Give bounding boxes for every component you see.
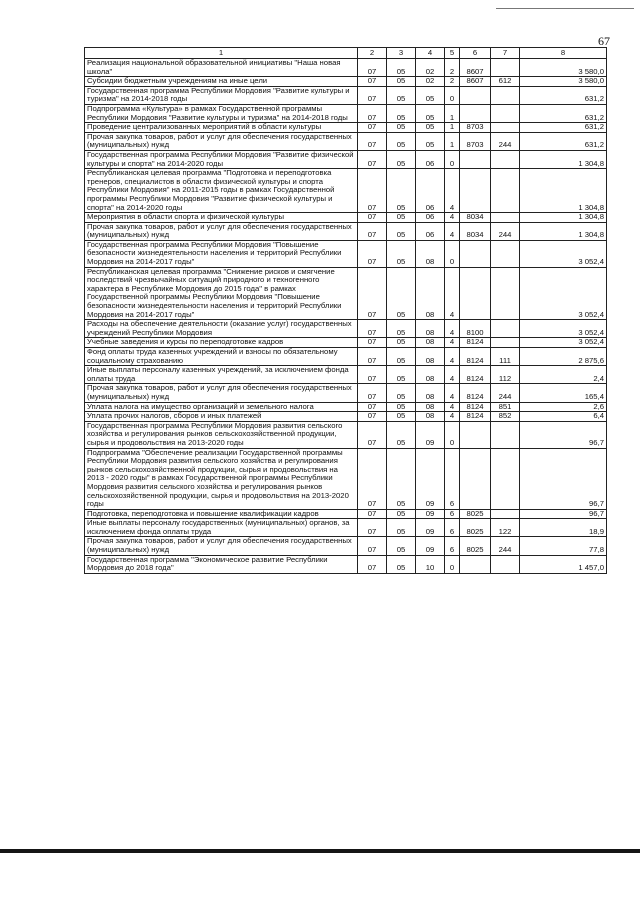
code-c3: 05 [387,240,416,267]
code-c2: 07 [358,150,387,168]
row-name: Государственная программа Республики Мордовия развития сельского хозяйства и регулирования рынков сельскохозяйственной продукции, сырья и продовольствия на 2013-2020 годы [85,421,358,448]
code-c3: 05 [387,519,416,537]
table-row [85,267,607,320]
row-name: Республиканская целевая программа "Снижение рисков и смягчение последствий чрезвычайных ситуаций природного и техногенного характера в Республике Мордовия до 2015 года" в рамках Государственной программы Республики Мордовия "Повышение безопасности жизнедеятельности населения и территорий Республики Мордовия на 2014-2017 годы" [85,267,358,320]
header-cell: 6 [460,48,491,59]
code-c5: 4 [445,169,460,213]
code-c5: 6 [445,537,460,555]
row-amount: 18,9 [520,519,607,537]
row-name: Расходы на обеспечение деятельности (оказание услуг) государственных учреждений Республики Мордовия [85,320,358,338]
row-name: Республиканская целевая программа "Подготовка и переподготовка тренеров, специалистов в области физической культуры и спорта Республики Мордовия" на 2011-2015 годы в рамках Государственной программы Республики Мордовия "Развитие физической культуры и спорта" на 2014-2020 годы [85,169,358,213]
code-c6: 8124 [460,348,491,366]
code-c4: 08 [416,402,445,412]
table-body [85,59,607,574]
code-c6 [460,86,491,104]
code-c6: 8703 [460,132,491,150]
code-c4: 06 [416,222,445,240]
code-c3: 05 [387,412,416,422]
row-name: Государственная программа Республики Мордовия "Развитие культуры и туризма" на 2014-2018 годы [85,86,358,104]
code-c2: 07 [358,348,387,366]
row-name: Подпрограмма "Обеспечение реализации Государственной программы Республики Мордовия развития сельского хозяйства и регулирования рынков сельскохозяйственной продукции, сырья и продовольствия на 2013 - 2020 годы" в рамках Государственной программы Республики Мордовия развития сельского хозяйства и регулирования рынков сельскохозяйственной продукции, сырья и продовольствия на 2013-2020 годы [85,448,358,509]
row-name: Фонд оплаты труда казенных учреждений и взносы по обязательному социальному страхованию [85,348,358,366]
code-c7 [491,320,520,338]
row-name: Реализация национальной образовательной инициативы "Наша новая школа" [85,59,358,77]
code-c6: 8124 [460,402,491,412]
code-c4: 08 [416,320,445,338]
code-c5: 0 [445,150,460,168]
row-name: Мероприятия в области спорта и физической культуры [85,213,358,223]
code-c3: 05 [387,366,416,384]
code-c4: 05 [416,104,445,122]
table-row [85,338,607,348]
code-c4: 06 [416,169,445,213]
table-row [85,222,607,240]
code-c7: 111 [491,348,520,366]
code-c6 [460,421,491,448]
code-c5: 4 [445,366,460,384]
code-c2: 07 [358,77,387,87]
code-c7 [491,448,520,509]
code-c2: 07 [358,509,387,519]
code-c6: 8025 [460,537,491,555]
code-c2: 07 [358,86,387,104]
code-c6: 8607 [460,77,491,87]
code-c7: 612 [491,77,520,87]
code-c4: 05 [416,123,445,133]
code-c5: 6 [445,448,460,509]
code-c2: 07 [358,338,387,348]
row-amount: 1 304,8 [520,150,607,168]
table-row [85,448,607,509]
code-c5: 1 [445,132,460,150]
row-name: Прочая закупка товаров, работ и услуг для обеспечения государственных (муниципальных) нужд [85,537,358,555]
code-c4: 08 [416,240,445,267]
code-c4: 09 [416,509,445,519]
code-c6: 8124 [460,338,491,348]
code-c5: 6 [445,519,460,537]
code-c6 [460,104,491,122]
code-c4: 05 [416,132,445,150]
code-c3: 05 [387,59,416,77]
code-c3: 05 [387,267,416,320]
code-c5: 1 [445,123,460,133]
code-c7: 244 [491,132,520,150]
code-c5: 0 [445,86,460,104]
code-c2: 07 [358,267,387,320]
code-c2: 07 [358,537,387,555]
code-c4: 08 [416,348,445,366]
table-row [85,59,607,77]
row-amount: 3 052,4 [520,338,607,348]
code-c3: 05 [387,132,416,150]
code-c7: 244 [491,537,520,555]
row-name: Проведение централизованных мероприятий в области культуры [85,123,358,133]
table-row [85,402,607,412]
table-row [85,150,607,168]
code-c7 [491,59,520,77]
row-name: Государственная программа Республики Мордовия "Развитие физической культуры и спорта" на 2014-2020 годы [85,150,358,168]
code-c6 [460,150,491,168]
row-name: Подготовка, переподготовка и повышение квалификации кадров [85,509,358,519]
table-row [85,412,607,422]
code-c3: 05 [387,213,416,223]
code-c5: 1 [445,104,460,122]
code-c7: 122 [491,519,520,537]
code-c7: 851 [491,402,520,412]
code-c2: 07 [358,555,387,573]
code-c6: 8703 [460,123,491,133]
table-row [85,320,607,338]
header-cell: 7 [491,48,520,59]
code-c6: 8025 [460,519,491,537]
code-c5: 2 [445,59,460,77]
row-name: Уплата прочих налогов, сборов и иных платежей [85,412,358,422]
code-c5: 4 [445,348,460,366]
code-c6: 8124 [460,384,491,402]
code-c4: 06 [416,150,445,168]
code-c2: 07 [358,320,387,338]
row-name: Иные выплаты персоналу государственных (муниципальных) органов, за исключением фонда оплаты труда [85,519,358,537]
row-name: Прочая закупка товаров, работ и услуг для обеспечения государственных (муниципальных) нужд [85,384,358,402]
code-c5: 4 [445,338,460,348]
code-c2: 07 [358,169,387,213]
row-name: Государственная программа "Экономическое развитие Республики Мордовия до 2018 года" [85,555,358,573]
row-amount: 2,4 [520,366,607,384]
table-row [85,240,607,267]
row-name: Учебные заведения и курсы по переподготовке кадров [85,338,358,348]
code-c4: 10 [416,555,445,573]
code-c5: 4 [445,320,460,338]
code-c2: 07 [358,448,387,509]
code-c7 [491,123,520,133]
header-cell: 4 [416,48,445,59]
code-c5: 0 [445,555,460,573]
budget-table [84,47,607,574]
header-row [85,48,607,59]
code-c7 [491,421,520,448]
row-name: Подпрограмма «Культура» в рамках Государственной программы Республики Мордовия "Развитие культуры и туризма" на 2014-2018 годы [85,104,358,122]
code-c6: 8124 [460,412,491,422]
table-row [85,123,607,133]
table-row [85,132,607,150]
row-amount: 77,8 [520,537,607,555]
code-c6 [460,240,491,267]
table-row [85,77,607,87]
code-c7: 852 [491,412,520,422]
row-name: Государственная программа Республики Мордовия "Повышение безопасности жизнедеятельности населения и территорий Республики Мордовия на 2014-2017 годы" [85,240,358,267]
code-c5: 0 [445,421,460,448]
bottom-scan-bar [0,849,640,853]
table-row [85,213,607,223]
code-c4: 09 [416,537,445,555]
code-c4: 08 [416,384,445,402]
header-cell: 5 [445,48,460,59]
code-c3: 05 [387,104,416,122]
code-c6: 8607 [460,59,491,77]
code-c3: 05 [387,123,416,133]
code-c2: 07 [358,132,387,150]
row-amount: 631,2 [520,123,607,133]
row-amount: 2 875,6 [520,348,607,366]
code-c7 [491,338,520,348]
row-name: Уплата налога на имущество организаций и земельного налога [85,402,358,412]
code-c3: 05 [387,320,416,338]
row-name: Прочая закупка товаров, работ и услуг для обеспечения государственных (муниципальных) нужд [85,132,358,150]
code-c2: 07 [358,123,387,133]
code-c7 [491,240,520,267]
row-amount: 3 052,4 [520,267,607,320]
code-c7 [491,86,520,104]
code-c3: 05 [387,338,416,348]
code-c3: 05 [387,384,416,402]
code-c4: 09 [416,448,445,509]
row-amount: 1 304,8 [520,169,607,213]
code-c7: 112 [491,366,520,384]
table-row [85,104,607,122]
code-c4: 02 [416,77,445,87]
code-c3: 05 [387,402,416,412]
row-amount: 631,2 [520,132,607,150]
code-c7: 244 [491,222,520,240]
row-amount: 3 052,4 [520,240,607,267]
table-row [85,384,607,402]
code-c2: 07 [358,384,387,402]
code-c4: 08 [416,366,445,384]
row-name: Прочая закупка товаров, работ и услуг для обеспечения государственных (муниципальных) нужд [85,222,358,240]
header-cell: 3 [387,48,416,59]
row-amount: 1 304,8 [520,222,607,240]
top-edge-line [496,8,634,9]
code-c7 [491,104,520,122]
code-c5: 4 [445,267,460,320]
code-c2: 07 [358,421,387,448]
code-c7 [491,213,520,223]
table-row [85,86,607,104]
table-row [85,519,607,537]
code-c3: 05 [387,348,416,366]
table-row [85,169,607,213]
code-c3: 05 [387,169,416,213]
row-amount: 3 580,0 [520,59,607,77]
code-c6: 8034 [460,213,491,223]
code-c3: 05 [387,86,416,104]
code-c3: 05 [387,222,416,240]
row-amount: 631,2 [520,104,607,122]
row-amount: 6,4 [520,412,607,422]
row-amount: 631,2 [520,86,607,104]
table-row [85,555,607,573]
code-c6 [460,555,491,573]
row-name: Субсидии бюджетным учреждениям на иные цели [85,77,358,87]
code-c6 [460,448,491,509]
code-c7 [491,150,520,168]
code-c4: 08 [416,267,445,320]
row-amount: 1 304,8 [520,213,607,223]
table-row [85,537,607,555]
code-c7 [491,169,520,213]
code-c3: 05 [387,555,416,573]
code-c7 [491,267,520,320]
code-c5: 6 [445,509,460,519]
header-cell: 2 [358,48,387,59]
code-c3: 05 [387,77,416,87]
page-number: 67 [598,34,610,48]
row-amount: 96,7 [520,509,607,519]
code-c5: 4 [445,213,460,223]
code-c3: 05 [387,509,416,519]
code-c5: 4 [445,412,460,422]
header-cell: 1 [85,48,358,59]
code-c2: 07 [358,402,387,412]
header-cell: 8 [520,48,607,59]
table-row [85,366,607,384]
row-amount: 1 457,0 [520,555,607,573]
code-c5: 4 [445,402,460,412]
code-c3: 05 [387,421,416,448]
row-amount: 96,7 [520,421,607,448]
code-c6 [460,267,491,320]
row-amount: 3 052,4 [520,320,607,338]
code-c4: 05 [416,86,445,104]
code-c5: 4 [445,222,460,240]
row-amount: 3 580,0 [520,77,607,87]
code-c2: 07 [358,519,387,537]
code-c7 [491,509,520,519]
row-amount: 165,4 [520,384,607,402]
code-c2: 07 [358,366,387,384]
code-c2: 07 [358,213,387,223]
code-c2: 07 [358,104,387,122]
code-c2: 07 [358,412,387,422]
table-row [85,509,607,519]
code-c2: 07 [358,222,387,240]
code-c5: 0 [445,240,460,267]
code-c2: 07 [358,240,387,267]
code-c4: 08 [416,338,445,348]
code-c6: 8034 [460,222,491,240]
code-c4: 08 [416,412,445,422]
code-c6 [460,169,491,213]
row-name: Иные выплаты персоналу казенных учреждений, за исключением фонда оплаты труда [85,366,358,384]
code-c6: 8100 [460,320,491,338]
row-amount: 96,7 [520,448,607,509]
code-c4: 09 [416,519,445,537]
code-c3: 05 [387,448,416,509]
code-c4: 02 [416,59,445,77]
code-c4: 06 [416,213,445,223]
code-c4: 09 [416,421,445,448]
code-c6: 8025 [460,509,491,519]
code-c3: 05 [387,537,416,555]
code-c6: 8124 [460,366,491,384]
code-c5: 4 [445,384,460,402]
code-c3: 05 [387,150,416,168]
code-c2: 07 [358,59,387,77]
code-c7 [491,555,520,573]
code-c7: 244 [491,384,520,402]
code-c5: 2 [445,77,460,87]
row-amount: 2,6 [520,402,607,412]
table-row [85,421,607,448]
budget-table-container [84,47,606,574]
table-row [85,348,607,366]
